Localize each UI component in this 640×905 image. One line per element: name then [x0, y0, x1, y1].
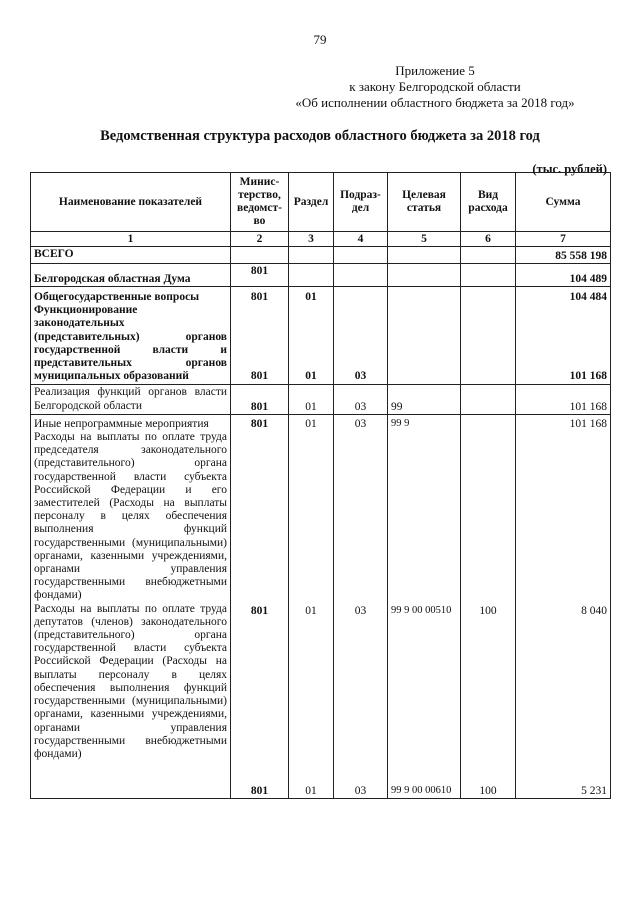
value-secondary: 101 168: [569, 370, 607, 383]
row-kind: [461, 264, 516, 287]
row-subsection: [334, 264, 388, 287]
row-amount: 104 489: [516, 264, 611, 287]
value-group: 03: [354, 417, 367, 430]
row-ministry: [231, 247, 289, 264]
row-section: [289, 287, 334, 385]
value-detail-2: 03: [354, 784, 367, 797]
row-name-secondary: Функционирование законодательных (представительных) органов государственной власти и представительных органов муниципальных образований: [34, 304, 227, 383]
page-number: 79: [313, 32, 327, 47]
row-ministry: [231, 414, 289, 798]
col-number: 5: [388, 232, 461, 247]
table-row: [31, 287, 611, 385]
units-label: (тыс. рублей): [532, 162, 607, 176]
row-section: [289, 264, 334, 287]
row-section: [289, 247, 334, 264]
row-subsection: [334, 247, 388, 264]
row-target: [388, 247, 461, 264]
table-row: [31, 264, 611, 287]
value-group: 99 9: [391, 417, 410, 429]
value-group: 801: [250, 417, 269, 430]
appendix-line-1: Приложение 5: [395, 63, 475, 78]
col-number: 1: [31, 232, 231, 247]
row-name-detail-1: Расходы на выплаты по оплате труда председателя законодательного (представительного) органа государственной власти субъекта Российской Федерации и его заместителей (Расходы на выплаты персоналу в целях обеспечения выполнения функций государственными (муниципальными) органами, казенными учреждениями, органами управления государственными внебюджетными фондами): [34, 431, 227, 602]
header-ministry: Минис-терство, ведомст-во: [231, 173, 289, 232]
table-row: [31, 385, 611, 414]
value-primary: 801: [250, 291, 269, 303]
header-target: Целевая статья: [388, 173, 461, 232]
row-name: Реализация функций органов власти Белгородской области: [31, 385, 231, 414]
value-detail-1: 03: [354, 604, 367, 617]
row-section: [289, 414, 334, 798]
value-detail-1: 01: [305, 604, 317, 617]
value-detail-2: 5 231: [581, 784, 607, 797]
table-row: [31, 247, 611, 264]
budget-table: [30, 172, 611, 799]
value-detail-2: 01: [305, 784, 317, 797]
row-target: [388, 287, 461, 385]
col-number: 4: [334, 232, 388, 247]
row-name-group: Иные непрограммные мероприятия: [34, 417, 209, 430]
document-title: Ведомственная структура расходов областного бюджета за 2018 год: [100, 128, 540, 144]
row-ministry: 801: [231, 264, 289, 287]
row-subsection: [334, 414, 388, 798]
col-number: 2: [231, 232, 289, 247]
row-kind: [461, 247, 516, 264]
row-kind: [461, 287, 516, 385]
col-number: 7: [516, 232, 611, 247]
row-target: 99: [388, 385, 461, 414]
value-primary: 01: [305, 291, 317, 303]
appendix-note: [270, 63, 600, 111]
row-name: [31, 414, 231, 798]
header-amount: Сумма: [516, 173, 611, 232]
row-section: 01: [289, 385, 334, 414]
col-number: 6: [461, 232, 516, 247]
value-secondary: 03: [354, 370, 367, 383]
row-name: [31, 287, 231, 385]
row-amount: [516, 287, 611, 385]
appendix-line-3: «Об исполнении областного бюджета за 2018 год»: [295, 95, 575, 110]
row-name: ВСЕГО: [31, 247, 231, 264]
header-subsection: Подраз-дел: [334, 173, 388, 232]
value-detail-1: 100: [479, 604, 497, 617]
row-kind: [461, 414, 516, 798]
row-ministry: 801: [231, 385, 289, 414]
row-amount: 101 168: [516, 385, 611, 414]
value-secondary: 01: [305, 370, 317, 383]
row-amount: 85 558 198: [516, 247, 611, 264]
value-detail-2: 100: [479, 784, 497, 797]
value-detail-2: 99 9 00 00610: [391, 784, 452, 796]
header-section: Раздел: [289, 173, 334, 232]
table-row: [31, 414, 611, 798]
row-amount: [516, 414, 611, 798]
row-kind: [461, 385, 516, 414]
row-name-primary: Общегосударственные вопросы: [34, 291, 200, 303]
row-name-detail-2: Расходы на выплаты по оплате труда депутатов (членов) законодательного (представительного) органа государственной власти субъекта Российской Федерации (Расходы на выплаты персоналу в целях обеспечения выполнения функций государственными (муниципальными) органами, казенными учреждениями, органами управления государственными внебюджетными фондами): [34, 602, 227, 760]
row-target: [388, 414, 461, 798]
row-subsection: [334, 287, 388, 385]
header-name: Наименование показателей: [31, 173, 231, 232]
column-number-row: [31, 232, 611, 247]
value-group: 01: [305, 417, 317, 430]
value-secondary: 801: [250, 370, 269, 383]
row-target: [388, 264, 461, 287]
col-number: 3: [289, 232, 334, 247]
row-subsection: 03: [334, 385, 388, 414]
row-ministry: [231, 287, 289, 385]
value-group: 101 168: [569, 417, 607, 430]
value-detail-1: 99 9 00 00510: [391, 604, 452, 616]
value-detail-1: 801: [250, 604, 269, 617]
header-kind: Вид расхода: [461, 173, 516, 232]
appendix-line-2: к закону Белгородской области: [349, 79, 521, 94]
value-detail-1: 8 040: [581, 604, 607, 617]
value-detail-2: 801: [250, 784, 269, 797]
value-primary: 104 484: [569, 291, 607, 303]
value-group: [464, 418, 512, 605]
row-name: Белгородская областная Дума: [31, 264, 231, 287]
header-row: [31, 173, 611, 232]
